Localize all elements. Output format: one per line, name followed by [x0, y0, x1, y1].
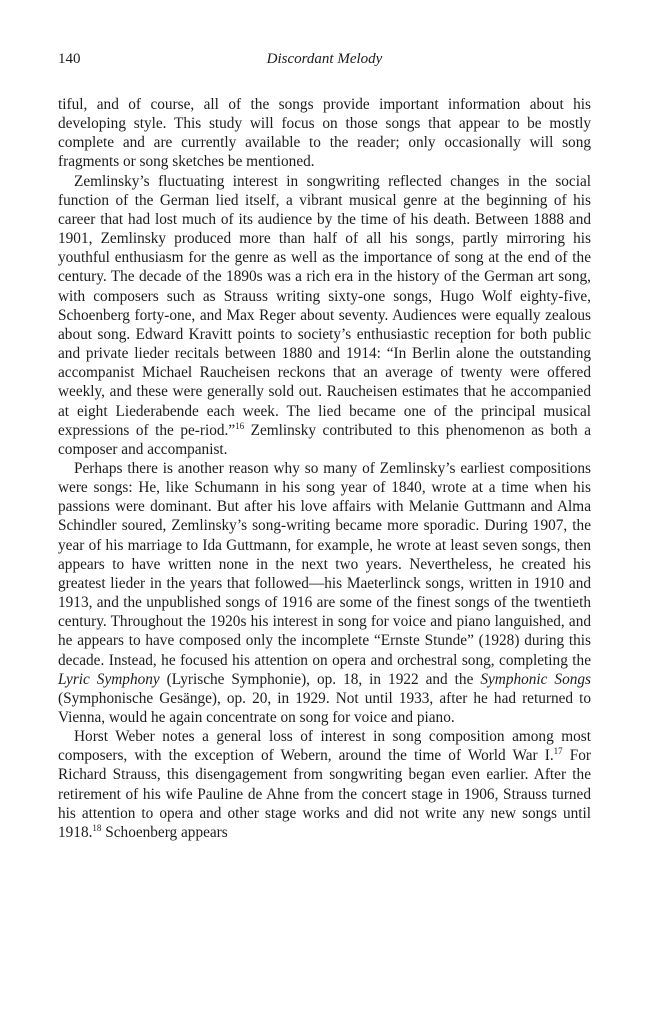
- paragraph: [58, 95, 591, 172]
- body-text: [58, 95, 591, 842]
- italic-title: Symphonic Songs: [480, 670, 591, 688]
- text-run: Perhaps there is another reason why so many of Zemlinsky’s earliest compositions were songs: He, like Schumann in his song year of 1840, wrote at a time when his passions were dominant. But after his love affairs with Melanie Guttmann and Alma Schindler soured, Zemlinsky’s song-writing became more sporadic. During 1907, the year of his marriage to Ida Guttmann, for example, he wrote at least seven songs, then appears to have written none in the next two years. Nevertheless, he created his greatest lieder in the years that followed—his Maeterlinck songs, written in 1910 and 1913, and the unpublished songs of 1916 are some of the finest songs of the twentieth century. Throughout the 1920s his interest in song for voice and piano languished, and he appears to have composed only the incomplete “Ernste Stunde” (1928) during this decade. Instead, he focused his attention on opera and orchestral song, completing the: [58, 459, 591, 669]
- footnote-reference: 18: [92, 822, 102, 833]
- footnote-reference: 17: [553, 746, 563, 757]
- text-run: Horst Weber notes a general loss of interest in song composition among most composers, with the exception of Webern, around the time of World War I.: [58, 728, 591, 765]
- book-page: [58, 48, 591, 842]
- paragraph: [58, 172, 591, 459]
- text-run: tiful, and of course, all of the songs provide important information about his developing style. This study will focus on those songs that appear to be mostly complete and are currently available to the reader; only occasionally will song fragments or song sketches be mentioned.: [58, 96, 591, 171]
- text-run: Zemlinsky contributed to this phenomenon as both a composer and accompanist.: [58, 421, 591, 458]
- running-title: Discordant Melody: [266, 51, 383, 67]
- text-run: For Richard Strauss, this disengagement from songwriting began even earlier. After the retirement of his wife Pauline de Ahne from the concert stage in 1906, Strauss turned his attention to opera and other stage works and did not write any new songs until 1918.: [58, 747, 591, 841]
- footnote-reference: 16: [235, 420, 245, 431]
- text-run: (Lyrische Symphonie), op. 18, in 1922 and the: [159, 670, 481, 688]
- running-head: [58, 48, 591, 70]
- text-run: Schoenberg appears: [101, 823, 228, 841]
- italic-title: Lyric Symphony: [58, 670, 160, 688]
- page-number: 140: [58, 51, 81, 67]
- paragraph: [58, 459, 591, 727]
- text-run: Zemlinsky’s fluctuating interest in songwriting reflected changes in the social function of the German lied itself, a vibrant musical genre at the beginning of his career that had lost much of its audience by the time of his death. Between 1888 and 1901, Zemlinsky produced more than half of all his songs, partly mirroring his youthful enthusiasm for the genre as well as the importance of song at the end of the century. The decade of the 1890s was a rich era in the history of the German art song, with composers such as Strauss writing sixty-one songs, Hugo Wolf eighty-five, Schoenberg forty-one, and Max Reger about seventy. Audiences were equally zealous about song. Edward Kravitt points to society’s enthusiastic reception for both public and private lieder recitals between 1880 and 1914: “In Berlin alone the outstanding accompanist Michael Raucheisen reckons that an average of twenty were offered weekly, and these were generally sold out. Raucheisen estimates that he accompanied at eight Liederabende each week. The lied became one of the principal musical expressions of the pe-riod.”: [58, 172, 591, 439]
- paragraph: [58, 727, 591, 842]
- text-run: (Symphonische Gesänge), op. 20, in 1929. Not until 1933, after he had returned to Vienna, would he again concentrate on song for voice and piano.: [58, 689, 591, 726]
